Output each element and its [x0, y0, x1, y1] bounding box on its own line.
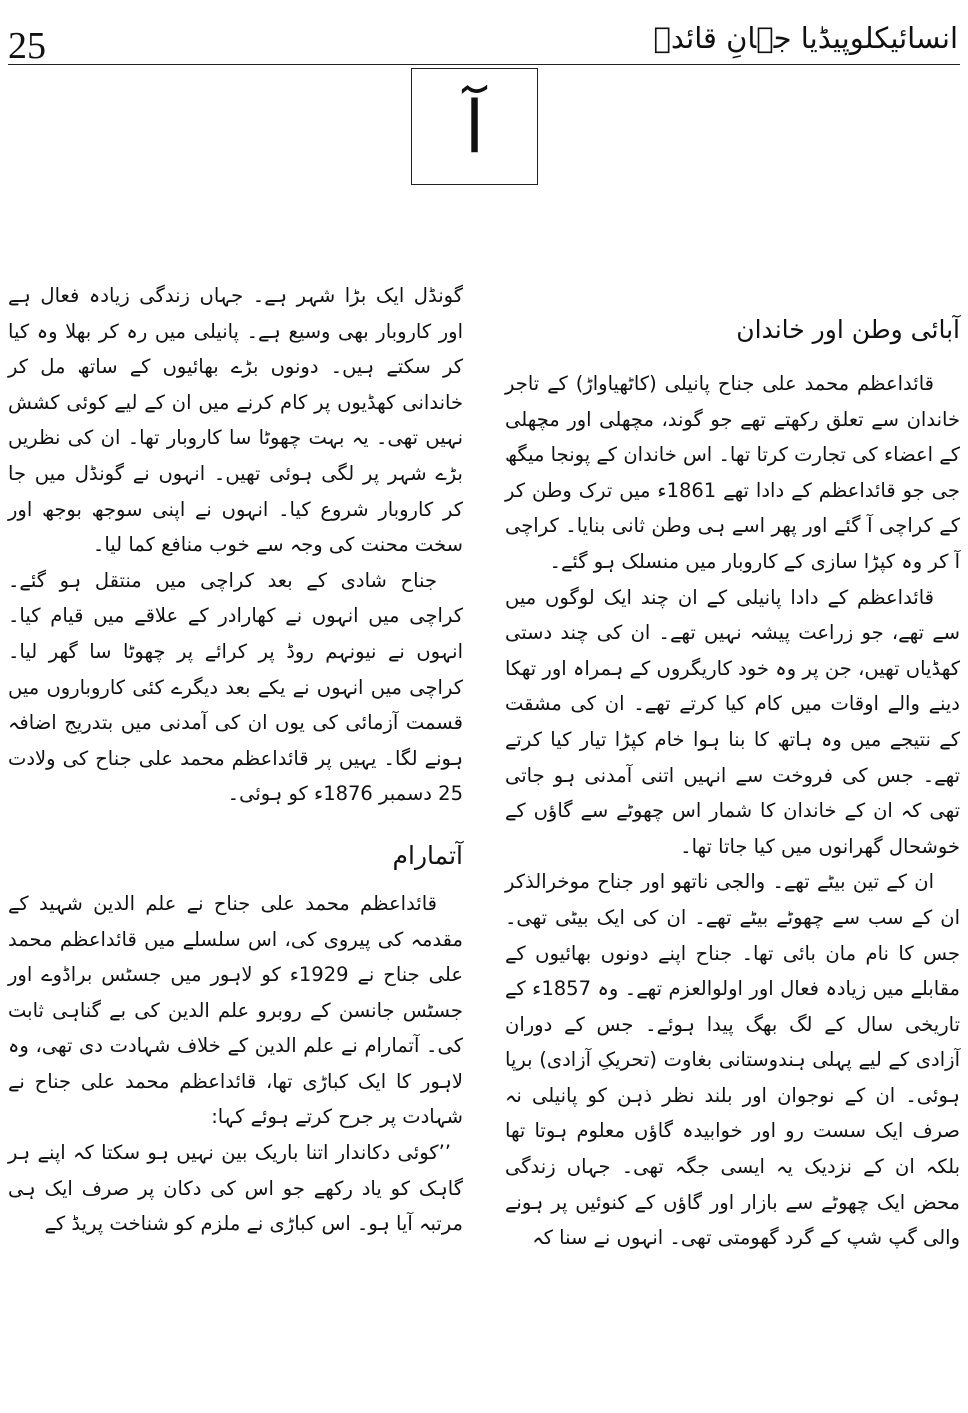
paragraph: گونڈل ایک بڑا شہر ہے۔ جہاں زندگی زیادہ فعال ہے اور کاروبار بھی وسیع ہے۔ پانیلی میں رہ کر بھلا وہ کیا کر سکتے ہیں۔ دونوں بڑے بھائیوں کے ساتھ مل کر خاندانی کھڈیوں پر کام کرنے میں ان کے لیے کوئی کشش نہیں تھی۔ یہ بہت چھوٹا سا کاروبار تھا۔ ان کی نظریں بڑے شہر پر لگی ہوئی تھیں۔ انہوں نے گونڈل میں جا کر کاروبار شروع کیا۔ انہوں نے اپنی سوجھ بوجھ اور سخت محنت کی وجہ سے خوب منافع کما لیا۔	[8, 284, 463, 557]
paragraph: قائداعظم محمد علی جناح نے علم الدین شہید کے مقدمہ کی پیروی کی، اس سلسلے میں قائداعظم محمد علی جناح نے 1929ء کو لاہور میں جسٹس براڈوے اور جسٹس جانسن کے روبرو علم الدین کی بے گناہی ثابت کی۔ آتمارام نے علم الدین کے خلاف شہادت دی تھی، وہ لاہور کا ایک کباڑی تھا، قائداعظم محمد علی جناح نے شہادت پر جرح کرتے ہوئے کہا:	[8, 891, 463, 1129]
paragraph: ان کے تین بیٹے تھے۔ والجی ناتھو اور جناح موخرالذکر ان کے سب سے چھوٹے بیٹے تھے۔ ان کی ایک بیٹی تھی۔ جس کا نام مان بائی تھا۔ جناح اپنے دونوں بھائیوں کے مقابلے میں زیادہ فعال اور اولوالعزم تھے۔ وہ 1857ء کے تاریخی سال کے لگ بھگ پیدا ہوئے۔ جس کے دوران آزادی کے لیے پہلی ہندوستانی بغاوت (تحریکِ آزادی) برپا ہوئی۔ ان کے نوجوان اور بلند نظر ذہن کو پانیلی نہ صرف ایک سست رو اور خوابیدہ گاؤں معلوم ہوتا تھا بلکہ ان کے نزدیک یہ ایسی جگہ تھی۔ جہاں زندگی محض ایک چھوٹے سے بازار اور گاؤں کے کنوئیں پر ہونے والی گپ شپ کے گرد گھومتی تھی۔ انہوں نے سنا کہ	[505, 870, 961, 1250]
section-letter-box	[411, 68, 538, 185]
left-column	[8, 278, 463, 1242]
section-heading-atmaram: آتمارام	[392, 840, 463, 870]
paragraph: قائداعظم محمد علی جناح پانیلی (کاٹھیاواڑ) کے تاجر خاندان سے تعلق رکھتے تھے جو گوند، مچھلی اور مچھلی کے اعضاء کی تجارت کرتا تھا۔ اس خاندان کے پونجا میگھ جی جو قائداعظم کے دادا تھے 1861ء میں ترک وطن کر کے کراچی آ گئے اور پھر اسے ہی وطن ثانی بنایا۔ کراچی آ کر وہ کپڑا سازی کے کاروبار میں منسلک ہو گئے۔	[505, 372, 960, 573]
quote-paragraph: ’’کوئی دکاندار اتنا باریک بین نہیں ہو سکتا کہ اپنے ہر گاہک کو یاد رکھے جو اس کی دکان پر صرف ایک ہی مرتبہ آیا ہو۔ اس کباڑی نے ملزم کو شناخت پریڈ کے	[8, 1141, 463, 1236]
paragraph: قائداعظم کے دادا پانیلی کے ان چند ایک لوگوں میں سے تھے، جو زراعت پیشہ نہیں تھے۔ ان کی چند دستی کھڈیاں تھیں، جن پر وہ خود کاریگروں کے ہمراہ اور تھکا دینے والے اوقات میں کام کیا کرتے تھے۔ ان کی مشقت کے نتیجے میں وہ ہاتھ کا بنا ہوا خام کپڑا تیار کیا کرتے تھے۔ جس کی فروخت سے انہیں اتنی آمدنی ہو جاتی تھی کہ ان کے خاندان کا شمار اس چھوٹے سے گاؤں کے خوشحال گھرانوں میں کیا جاتا تھا۔	[505, 585, 960, 858]
running-title: انسائیکلوپیڈیا جہانِ قائدؒ	[653, 21, 958, 55]
paragraph: جناح شادی کے بعد کراچی میں منتقل ہو گئے۔ کراچی میں انہوں نے کھارادر کے علاقے میں قیام کیا۔ انہوں نے نیونہم روڈ پر کرائے پر چھوٹا سا گھر لیا۔ کراچی میں انہوں نے یکے بعد دیگرے کئی کاروباروں میں قسمت آزمائی کی یوں ان کی آمدنی میں بتدریج اضافہ ہونے لگا۔ یہیں پر قائداعظم محمد علی جناح کی ولادت 25 دسمبر 1876ء کو ہوئی۔	[8, 568, 463, 806]
right-column	[505, 300, 960, 1256]
header-rule	[8, 64, 960, 65]
page-number: 25	[8, 25, 46, 67]
section-letter: آ	[464, 85, 485, 169]
section-heading-ancestral-home: آبائی وطن اور خاندان	[736, 315, 960, 344]
